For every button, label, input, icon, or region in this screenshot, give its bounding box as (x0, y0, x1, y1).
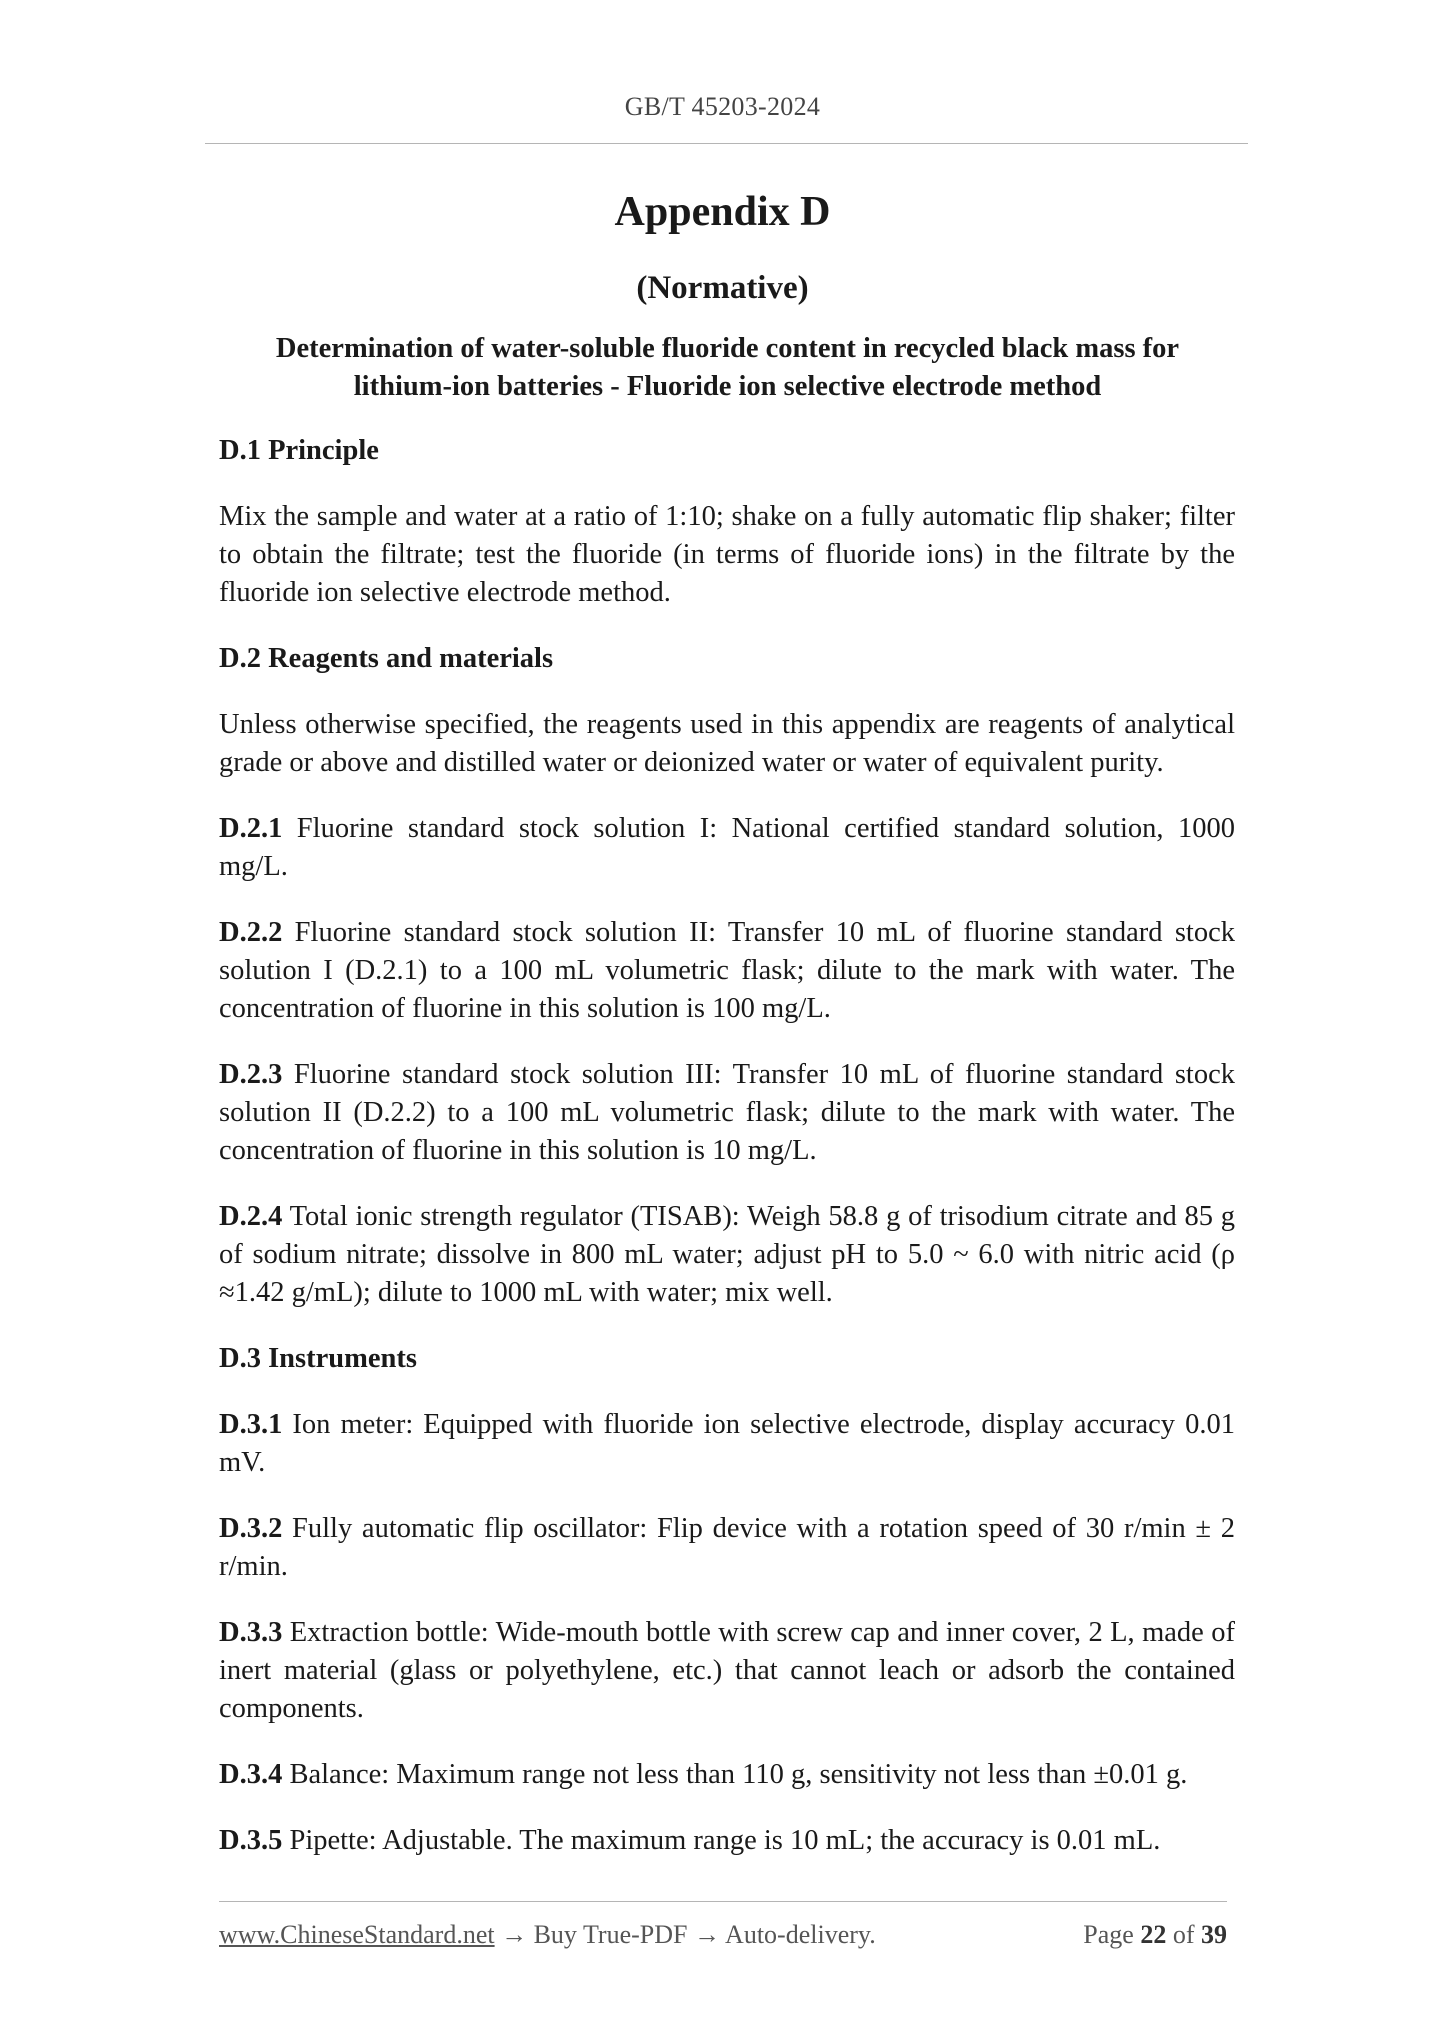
principle-text: Mix the sample and water at a ratio of 1:10; shake on a fully automatic flip shaker; filter to obtain the filtrate; test the fluoride (in terms of fluoride ions) in the filtrate by the fluoride ion selective electrode method. (219, 501, 1235, 608)
clause-text: Balance: Maximum range not less than 110 g, sensitivity not less than ±0.01 g. (282, 1759, 1188, 1790)
clause-text: Total ionic strength regulator (TISAB): Weigh 58.8 g of trisodium citrate and 85 g of sodium nitrate; dissolve in 800 mL water; adjust pH to 5.0 ~ 6.0 with nitric acid (ρ ≈1.42 g/mL); dilute to 1000 mL with water; mix well. (219, 1201, 1235, 1308)
clause-text: Fluorine standard stock solution III: Transfer 10 mL of fluorine standard stock solution II (D.2.2) to a 100 mL volumetric flask; dilute to the mark with water. The concentration of fluorine in this solution is 10 mg/L. (219, 1059, 1235, 1166)
clause-number: D.2.4 (219, 1201, 283, 1232)
clause-text: Pipette: Adjustable. The maximum range is 10 mL; the accuracy is 0.01 mL. (282, 1825, 1161, 1856)
footer-promo (219, 1920, 876, 1950)
document-title (200, 330, 1255, 406)
clause-number: D.2.2 (219, 917, 283, 948)
clause-number: D.3.3 (219, 1617, 283, 1648)
section-heading-d2: D.2 Reagents and materials (219, 643, 554, 674)
clause-text: Ion meter: Equipped with fluoride ion selective electrode, display accuracy 0.01 mV. (219, 1409, 1235, 1478)
clause-d3-1 (219, 1406, 1235, 1482)
page-label: Page (1083, 1920, 1134, 1949)
clause-number: D.2.3 (219, 1059, 283, 1090)
clause-d2-4 (219, 1198, 1235, 1312)
footer-divider (219, 1901, 1227, 1902)
page-current: 22 (1140, 1920, 1167, 1949)
clause-d2-2 (219, 914, 1235, 1028)
clause-number: D.3.4 (219, 1759, 283, 1790)
header-divider (205, 143, 1248, 144)
site-link[interactable]: www.ChineseStandard.net (219, 1920, 495, 1949)
clause-number: D.3.5 (219, 1825, 283, 1856)
normative-label: (Normative) (636, 270, 809, 306)
clause-d3-2 (219, 1510, 1235, 1586)
document-title-line-2: lithium-ion batteries - Fluoride ion selective electrode method (353, 371, 1102, 402)
clause-number: D.3.2 (219, 1513, 283, 1544)
clause-number: D.3.1 (219, 1409, 283, 1440)
clause-text: Fluorine standard stock solution II: Transfer 10 mL of fluorine standard stock solution I (D.2.1) to a 100 mL volumetric flask; dilute to the mark with water. The concentration of fluorine in this solution is 100 mg/L. (219, 917, 1235, 1024)
document-body (219, 432, 1235, 1860)
page-number (1083, 1920, 1227, 1950)
clause-d3-5 (219, 1822, 1235, 1860)
section-heading-d3: D.3 Instruments (219, 1343, 417, 1374)
clause-d2-3 (219, 1056, 1235, 1170)
document-title-line-1: Determination of water-soluble fluoride content in recycled black mass for (275, 333, 1180, 364)
of-label: of (1172, 1920, 1195, 1949)
clause-text: Fluorine standard stock solution I: National certified standard solution, 1000 mg/L. (219, 813, 1235, 882)
clause-d2-1 (219, 810, 1235, 886)
clause-d3-4 (219, 1756, 1235, 1794)
document-code-header: GB/T 45203-2024 (624, 92, 821, 121)
appendix-title: Appendix D (614, 189, 831, 235)
promo-text: → Buy True-PDF → Auto-delivery. (494, 1920, 876, 1949)
reagents-intro-text: Unless otherwise specified, the reagents used in this appendix are reagents of analytical grade or above and distilled water or deionized water or water of equivalent purity. (219, 709, 1235, 778)
clause-d3-3 (219, 1614, 1235, 1728)
clause-number: D.2.1 (219, 813, 283, 844)
clause-text: Fully automatic flip oscillator: Flip device with a rotation speed of 30 r/min ± 2 r/min. (219, 1513, 1235, 1582)
section-heading-d1: D.1 Principle (219, 435, 379, 466)
page-total: 39 (1201, 1920, 1227, 1949)
clause-text: Extraction bottle: Wide-mouth bottle with screw cap and inner cover, 2 L, made of inert material (glass or polyethylene, etc.) that cannot leach or adsorb the contained components. (219, 1617, 1235, 1724)
